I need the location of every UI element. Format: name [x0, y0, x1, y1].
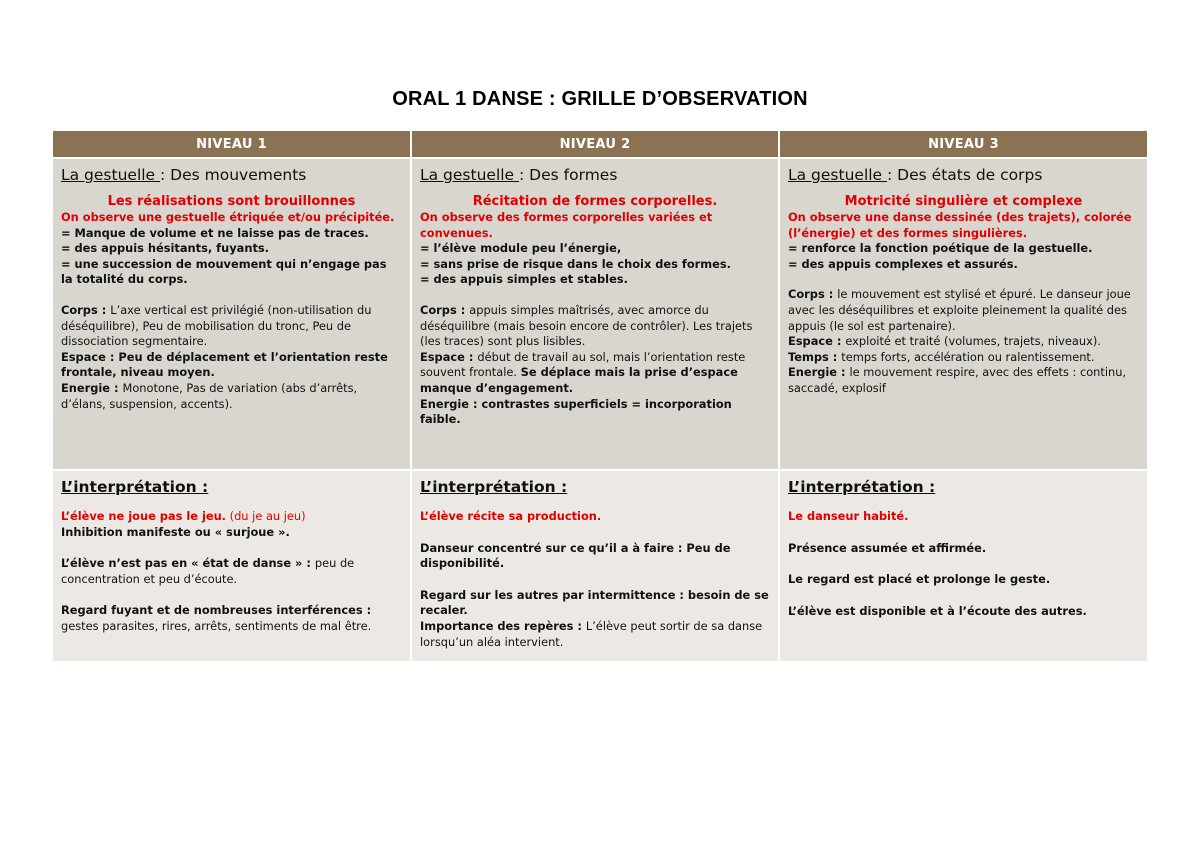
line-1: Inhibition manifeste ou « surjoue ». — [61, 524, 290, 539]
interpretation-row — [53, 470, 1147, 661]
espace-text: Espace : exploité et traité (volumes, trajets, niveaux). — [788, 334, 1101, 349]
line-1: Présence assumée et affirmée. — [788, 540, 987, 555]
cell-heading: L’interprétation : — [61, 478, 209, 496]
energie-text: Energie : Monotone, Pas de variation (abs d’arrêts, d’élans, suspension, accents). — [61, 380, 358, 411]
line-3: Regard fuyant et de nombreuses interférences : gestes parasites, rires, arrêts, sentiments de mal être. — [61, 603, 372, 633]
temps-text: Temps : temps forts, accélération ou ralentissement. — [788, 349, 1095, 364]
interpretation-cell-n2 — [411, 470, 779, 661]
energie-text: Energie : contrastes superficiels = incorporation faible. — [420, 396, 732, 427]
observe-text: On observe une gestuelle étriquée et/ou précipitée. — [61, 210, 395, 224]
bullet-1: = l’élève module peu l’énergie, — [420, 241, 622, 256]
observe-text: On observe des formes corporelles variées et convenues. — [420, 210, 713, 240]
bullet-2: = des appuis complexes et assurés. — [788, 256, 1018, 271]
corps-text: Corps : appuis simples maîtrisés, avec amorce du déséquilibre (mais besoin encore de contrôler). Les trajets (les traces) sont plus lisibles. — [420, 302, 753, 349]
gestuelle-cell-n2 — [411, 158, 779, 470]
red-statement: L’élève ne joue pas le jeu. (du je au jeu) — [61, 509, 306, 523]
gestuelle-cell-n3 — [779, 158, 1147, 470]
line-2: Le regard est placé et prolonge le geste. — [788, 572, 1051, 587]
interpretation-cell-n1 — [53, 470, 411, 661]
corps-text: Corps : L’axe vertical est privilégié (non-utilisation du déséquilibre), Peu de mobilisation du tronc, Peu de dissociation segmentaire. — [61, 302, 372, 349]
line-3: L’élève est disponible et à l’écoute des autres. — [788, 603, 1087, 618]
cell-subtitle: Les réalisations sont brouillonnes — [107, 194, 356, 209]
corps-text: Corps : le mouvement est stylisé et épuré. Le danseur joue avec les déséquilibres et exploite pleinement la qualité des appuis (le sol est partenaire). — [788, 287, 1131, 333]
gestuelle-row — [53, 158, 1147, 470]
bullet-2: = sans prise de risque dans le choix des formes. — [420, 256, 731, 271]
observe-text: On observe une danse dessinée (des trajets), colorée (l’énergie) et des formes singulières. — [788, 210, 1132, 240]
line-2: L’élève n’est pas en « état de danse » : peu de concentration et peu d’écoute. — [61, 556, 355, 586]
cell-heading: L’interprétation : — [420, 478, 568, 496]
energie-text: Energie : le mouvement respire, avec des effets : continu, saccadé, explosif — [788, 365, 1127, 395]
bullet-3: = une succession de mouvement qui n’engage pas la totalité du corps. — [61, 256, 387, 287]
espace-text: Espace : début de travail au sol, mais l’orientation reste souvent frontale. Se déplace mais la prise d’espace manque d’engagement. — [420, 349, 746, 395]
header-niveau-1: NIVEAU 1 — [53, 131, 411, 158]
interpretation-cell-n3 — [779, 470, 1147, 661]
header-niveau-2: NIVEAU 2 — [411, 131, 779, 158]
red-statement: L’élève récite sa production. — [420, 509, 602, 523]
red-statement: Le danseur habité. — [788, 509, 909, 523]
cell-heading: L’interprétation : — [788, 478, 936, 496]
line-1: Danseur concentré sur ce qu’il a à faire : Peu de disponibilité. — [420, 540, 731, 571]
bullet-2: = des appuis hésitants, fuyants. — [61, 241, 270, 256]
bullet-1: = renforce la fonction poétique de la gestuelle. — [788, 241, 1093, 256]
cell-heading: La gestuelle : Des mouvements — [61, 166, 307, 184]
bullet-3: = des appuis simples et stables. — [420, 272, 628, 287]
gestuelle-cell-n1 — [53, 158, 411, 470]
cell-subtitle: Motricité singulière et complexe — [844, 194, 1083, 209]
cell-subtitle: Récitation de formes corporelles. — [472, 194, 718, 209]
observation-grid — [53, 131, 1147, 661]
bullet-1: = Manque de volume et ne laisse pas de traces. — [61, 225, 369, 240]
header-row — [53, 131, 1147, 158]
header-niveau-3: NIVEAU 3 — [779, 131, 1147, 158]
page-title: ORAL 1 DANSE : GRILLE D’OBSERVATION — [392, 88, 808, 110]
line-2: Regard sur les autres par intermittence : besoin de se recaler. — [420, 587, 769, 618]
cell-heading: La gestuelle : Des formes — [420, 166, 618, 184]
line-3: Importance des repères : L’élève peut sortir de sa danse lorsqu’un aléa intervient. — [420, 618, 763, 649]
espace-text: Espace : Peu de déplacement et l’orientation reste frontale, niveau moyen. — [61, 349, 388, 380]
cell-heading: La gestuelle : Des états de corps — [788, 166, 1043, 184]
